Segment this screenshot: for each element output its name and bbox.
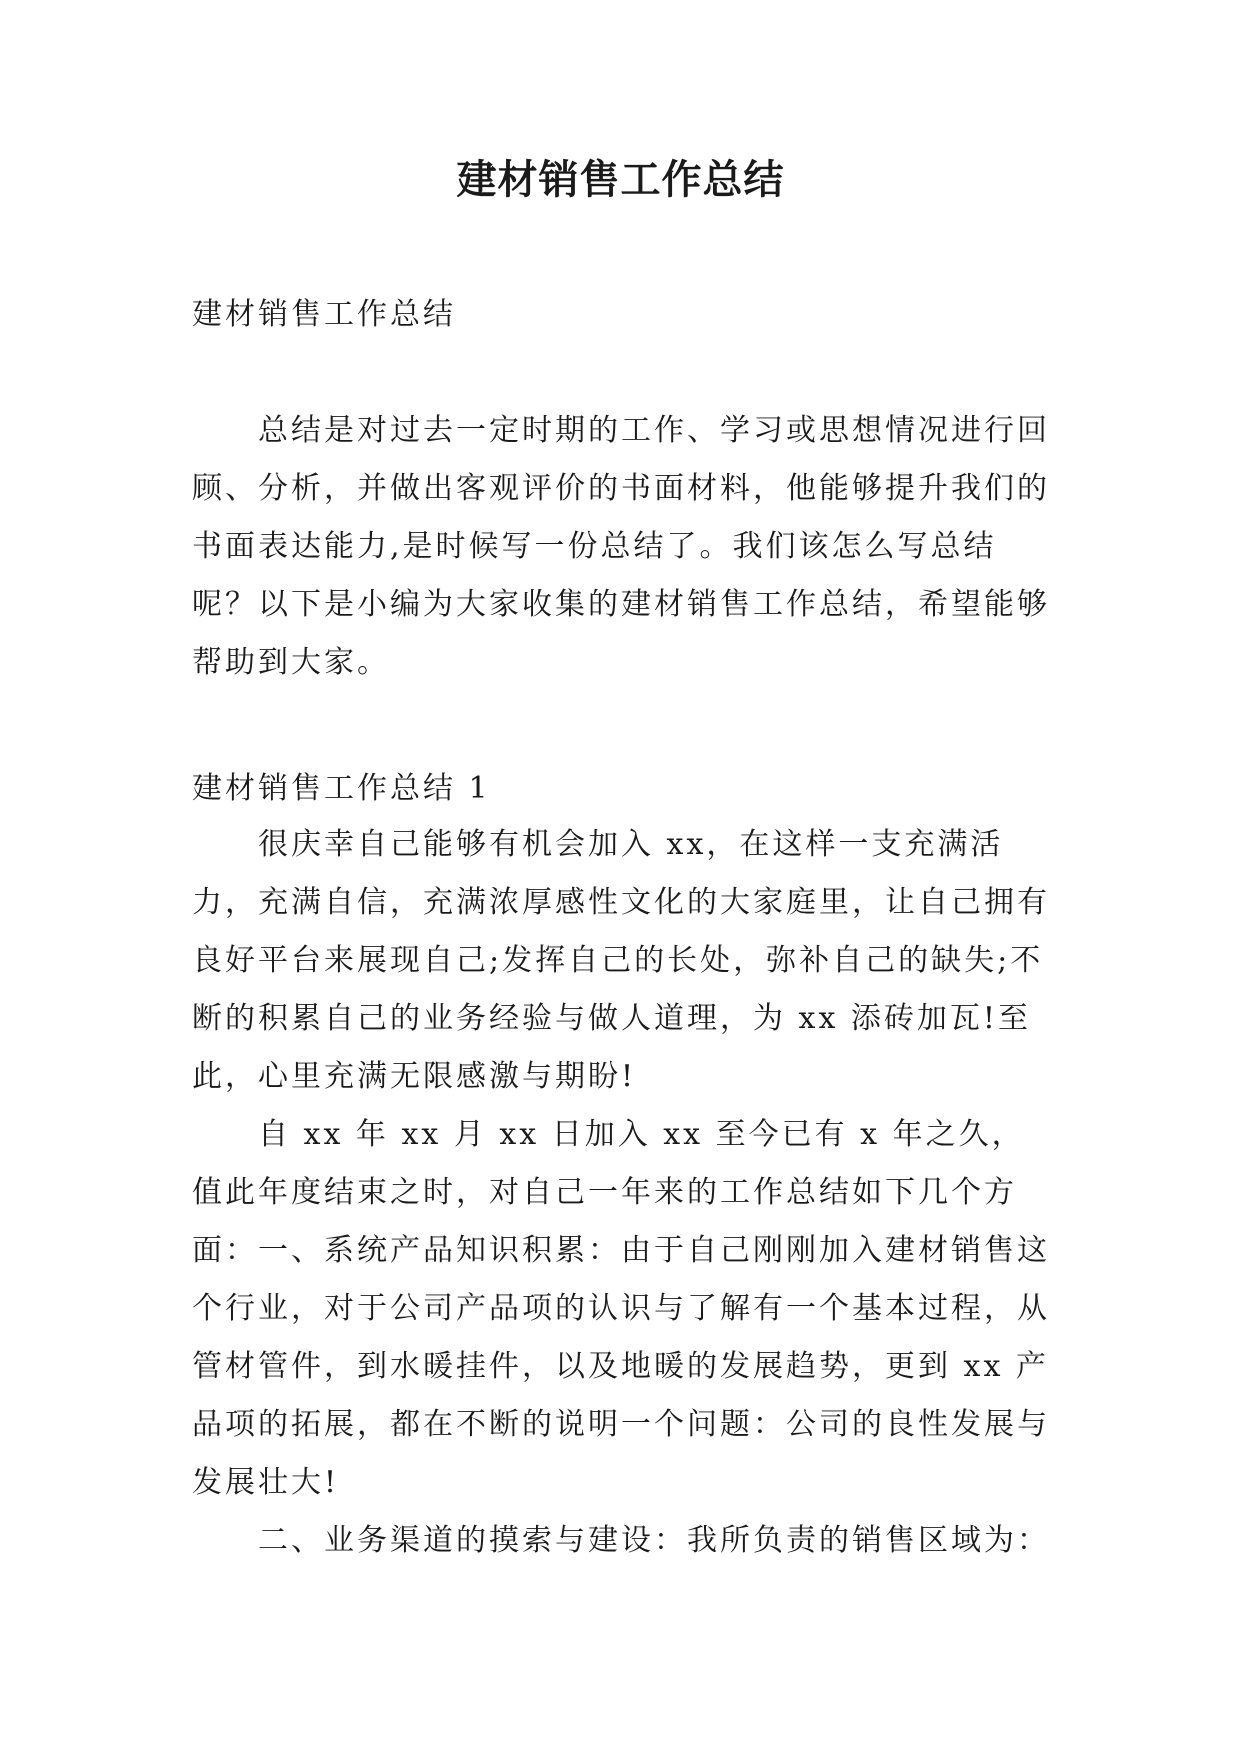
document-title: 建材销售工作总结: [456, 157, 785, 203]
document-subtitle: 建材销售工作总结: [192, 297, 456, 332]
body-paragraph: 一、系统产品知识积累：由于自己刚刚加入建材销售这个行业，对于公司产品项的认识与了解有一个基本过程，从管材管件，到水暖挂件，以及地暖的发展趋势，更到 xx 产品项的拓展，都在不断的说明一个问题：公司的良性发展与发展壮大!: [192, 1233, 1050, 1500]
section-heading: 建材销售工作总结 1: [192, 771, 491, 806]
intro-paragraph: 总结是对过去一定时期的工作、学习或思想情况进行回顾、分析，并做出客观评价的书面材料，他能够提升我们的书面表达能力,是时候写一份总结了。我们该怎么写总结呢？以下是小编为大家收集的建材销售工作总结，希望能够帮助到大家。: [192, 413, 1050, 680]
body-paragraph: 很庆幸自己能够有机会加入 xx，在这样一支充满活力，充满自信，充满浓厚感性文化的大家庭里，让自己拥有良好平台来展现自己;发挥自己的长处，弥补自己的缺失;不断的积累自己的业务经验与做人道理，为 xx 添砖加瓦!至此，心里充满无限感激与期盼!: [192, 827, 1050, 1094]
body-paragraph: 二、业务渠道的摸索与建设：我所负责的销售区域为：: [258, 1523, 1050, 1558]
body-paragraph: 自 xx 年 xx 月 xx 日加入 xx 至今已有 x 年之久，值此年度结束之时，对自己一年来的工作总结如下几个方面：: [192, 1117, 1025, 1268]
